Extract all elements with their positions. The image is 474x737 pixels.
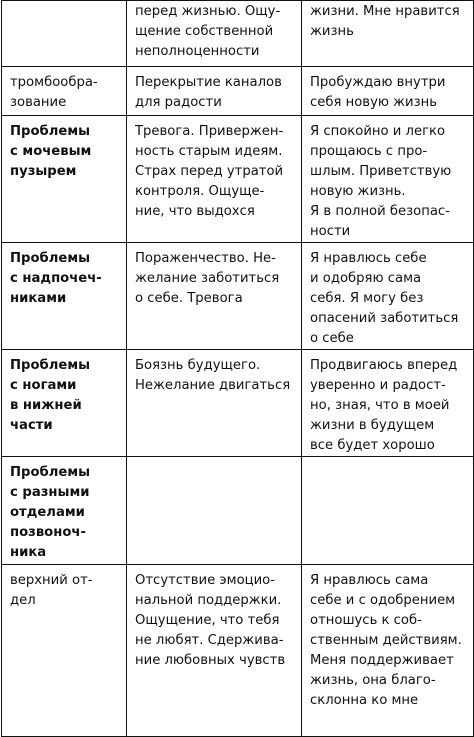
affirmation-cell (302, 1, 474, 67)
cell-text-line: пузырем (10, 164, 77, 179)
cell-text-line: ности (310, 224, 351, 239)
cell-text-line: желание заботиться (135, 271, 280, 286)
cell-text-line: Продвигаюсь вперед (310, 358, 458, 373)
cell-text-line: ние, что выдохся (135, 204, 255, 219)
affirmation-cell (302, 457, 474, 565)
table-row (2, 1, 474, 67)
cell-text-line: в нижней (10, 398, 82, 413)
cause-cell (127, 243, 302, 350)
cell-text-line: Проблемы (10, 251, 91, 266)
cell-text-line: но, зная, что в моей (310, 398, 450, 413)
cell-text-line: уверенно и радост- (310, 378, 446, 393)
cell-text-line: тромбообра- (10, 75, 98, 90)
table-row (2, 457, 474, 565)
cell-text-line: с надпочеч- (10, 271, 102, 286)
cell-text-line: никами (10, 291, 67, 306)
condition-cell (2, 565, 127, 737)
cell-text-line: Отсутствие эмоцио- (135, 573, 276, 588)
cell-text-line: Я в полной безопас- (310, 204, 450, 219)
cell-text-line: Боязнь будущего. (135, 358, 261, 373)
cause-cell (127, 350, 302, 457)
cell-text-line: Страх перед утратой (135, 164, 284, 179)
table-row (2, 67, 474, 116)
table-row (2, 565, 474, 737)
cell-text-line: Меня поддерживает (310, 653, 454, 668)
cell-text-line: нальной поддержки. (135, 593, 282, 608)
cell-text-line: новую жизнь. (310, 184, 406, 199)
symptom-affirmation-table (1, 0, 474, 737)
affirmation-cell (302, 565, 474, 737)
cell-text-line: все будет хорошо (310, 438, 435, 453)
cell-text-line: дел (10, 593, 36, 608)
cell-text-line: с ногами (10, 378, 77, 393)
condition-cell (2, 116, 127, 243)
cell-text-line: Я спокойно и легко (310, 124, 446, 139)
cell-text-line: Пораженчество. Не- (135, 251, 276, 266)
cell-text-line: для радости (135, 95, 222, 110)
cause-cell (127, 457, 302, 565)
cell-text-line: себя новую жизнь (310, 95, 438, 110)
cell-text-line: позвоноч- (10, 525, 86, 540)
cell-text-line: Проблемы (10, 124, 91, 139)
cause-cell (127, 116, 302, 243)
cell-text-line: Ощущение, что тебя (135, 613, 280, 628)
cell-text-line: шлым. Приветствую (310, 164, 452, 179)
cell-text-line: жизнь, она благо- (310, 673, 436, 688)
cause-cell (127, 1, 302, 67)
cell-text-line: ние любовных чувств (135, 653, 286, 668)
cell-text-line: части (10, 418, 53, 433)
cell-text-line: склонна ко мне (310, 693, 419, 708)
cell-text-line: Перекрытие каналов (135, 75, 282, 90)
affirmation-cell (302, 350, 474, 457)
cell-text-line: жизни. Мне нравится (310, 4, 460, 19)
table-row (2, 116, 474, 243)
cell-text-line: ника (10, 545, 47, 560)
cell-text-line: Проблемы (10, 358, 91, 373)
cell-text-line: себя. Я могу без (310, 291, 424, 306)
affirmation-cell (302, 67, 474, 116)
cell-text-line: неполноценности (135, 44, 260, 59)
condition-cell (2, 350, 127, 457)
cell-text-line: Пробуждаю внутри (310, 75, 446, 90)
cell-text-line: и одобряю сама (310, 271, 422, 286)
cell-text-line: Тревога. Привержен- (135, 124, 284, 139)
cell-text-line: прощаюсь с про- (310, 144, 428, 159)
cause-cell (127, 67, 302, 116)
cell-text-line: Я нравлюсь себе (310, 251, 427, 266)
cell-text-line: о себе (310, 331, 354, 346)
cell-text-line: жизни в будущем (310, 418, 435, 433)
table-row (2, 350, 474, 457)
cell-text-line: о себе. Тревога (135, 291, 243, 306)
table-body (2, 1, 474, 737)
cell-text-line: Проблемы (10, 465, 91, 480)
condition-cell (2, 67, 127, 116)
cell-text-line: перед жизнью. Ощу- (135, 4, 281, 19)
cell-text-line: ность старым идеям. (135, 144, 283, 159)
condition-cell (2, 457, 127, 565)
cause-cell (127, 565, 302, 737)
cell-text-line: Я нравлюсь сама (310, 573, 429, 588)
affirmation-cell (302, 243, 474, 350)
cell-text-line: ственным действиям. (310, 633, 462, 648)
affirmation-cell (302, 116, 474, 243)
cell-text-line: не любят. Сдержива- (135, 633, 284, 648)
cell-text-line: отношусь к соб- (310, 613, 422, 628)
table-row (2, 243, 474, 350)
cell-text-line: зование (10, 95, 67, 110)
cell-text-line: отделами (10, 505, 85, 520)
cell-text-line: себе и с одобрением (310, 593, 456, 608)
cell-text-line: опасений заботиться (310, 311, 459, 326)
condition-cell (2, 243, 127, 350)
cell-text-line: щение собственной (135, 24, 274, 39)
cell-text-line: Нежелание двигаться (135, 378, 291, 393)
cell-text-line: контроля. Ощуще- (135, 184, 265, 199)
cell-text-line: с мочевым (10, 144, 92, 159)
cell-text-line: с разными (10, 485, 90, 500)
cell-text-line: верхний от- (10, 573, 93, 588)
cell-text-line: жизнь (310, 24, 354, 39)
condition-cell (2, 1, 127, 67)
